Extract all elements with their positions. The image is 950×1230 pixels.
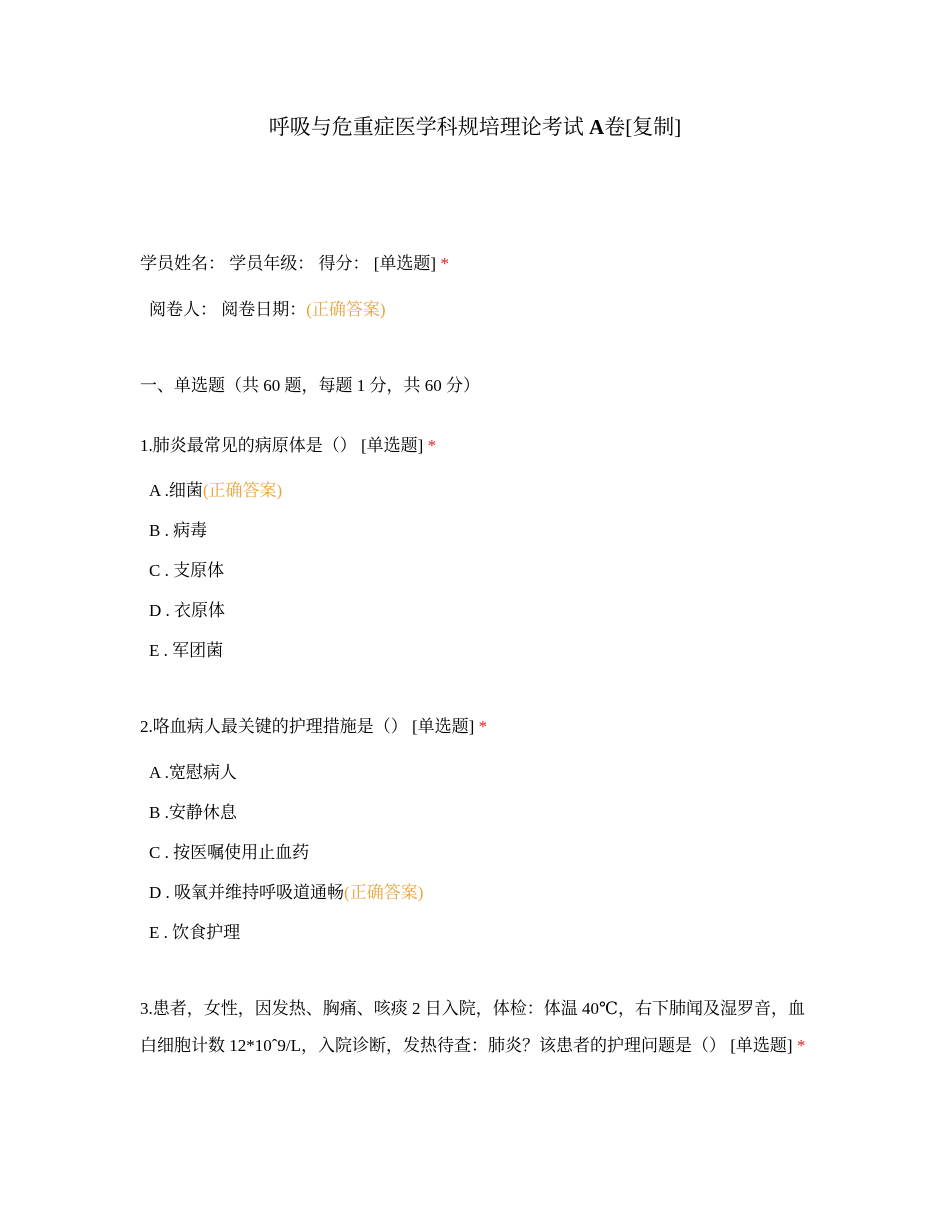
correct-answer-label: (正确答案)	[202, 481, 283, 500]
q2-option-c[interactable]: C . 按医嘱使用止血药	[149, 843, 310, 862]
q2-option-e[interactable]: E . 饮食护理	[149, 923, 241, 942]
section-heading: 一、单选题（共 60 题，每题 1 分，共 60 分）	[140, 376, 480, 395]
q2-option-d[interactable]	[149, 881, 423, 905]
grader-line	[149, 298, 386, 322]
header-info-line	[140, 252, 449, 276]
page-title	[0, 112, 950, 142]
question-text: 2.咯血病人最关键的护理措施是（） [单选题]	[140, 717, 475, 736]
option-label: A .细菌	[149, 481, 203, 500]
q2-option-b[interactable]: B .安静休息	[149, 803, 237, 822]
grader-fields: 阅卷人： 阅卷日期：	[149, 300, 307, 319]
required-mark: *	[478, 717, 488, 736]
correct-answer-label: (正确答案)	[344, 883, 424, 902]
title-suffix: 卷[复制]	[604, 115, 682, 139]
header-fields: 学员姓名： 学员年级： 得分： [单选题]	[140, 254, 437, 273]
q1-option-e[interactable]: E . 军团菌	[149, 641, 224, 660]
question-1	[140, 434, 436, 458]
required-mark: *	[440, 254, 449, 273]
q1-option-c[interactable]: C . 支原体	[149, 561, 225, 580]
q2-option-a[interactable]: A .宽慰病人	[149, 763, 237, 782]
question-2	[140, 715, 487, 739]
q1-option-d[interactable]: D . 衣原体	[149, 601, 226, 620]
title-latin: A	[589, 115, 605, 139]
required-mark: *	[427, 436, 437, 455]
required-mark: *	[796, 1036, 806, 1055]
question-text: 1.肺炎最常见的病原体是（） [单选题]	[140, 436, 424, 455]
correct-answer-label: (正确答案)	[306, 300, 386, 319]
q1-option-b[interactable]: B . 病毒	[149, 521, 208, 540]
title-main: 呼吸与危重症医学科规培理论考试	[268, 115, 584, 139]
question-3	[140, 990, 820, 1064]
question-text: 3.患者，女性，因发热、胸痛、咳痰 2 日入院，体检：体温 40℃，右下肺闻及湿罗音，血白细胞计数 12*10ˆ9/L，入院诊断，发热待查：肺炎？该患者的护理问题是（） [单选题]	[140, 999, 806, 1055]
option-label: D . 吸氧并维持呼吸道通畅	[149, 883, 345, 902]
q1-option-a[interactable]	[149, 479, 282, 503]
